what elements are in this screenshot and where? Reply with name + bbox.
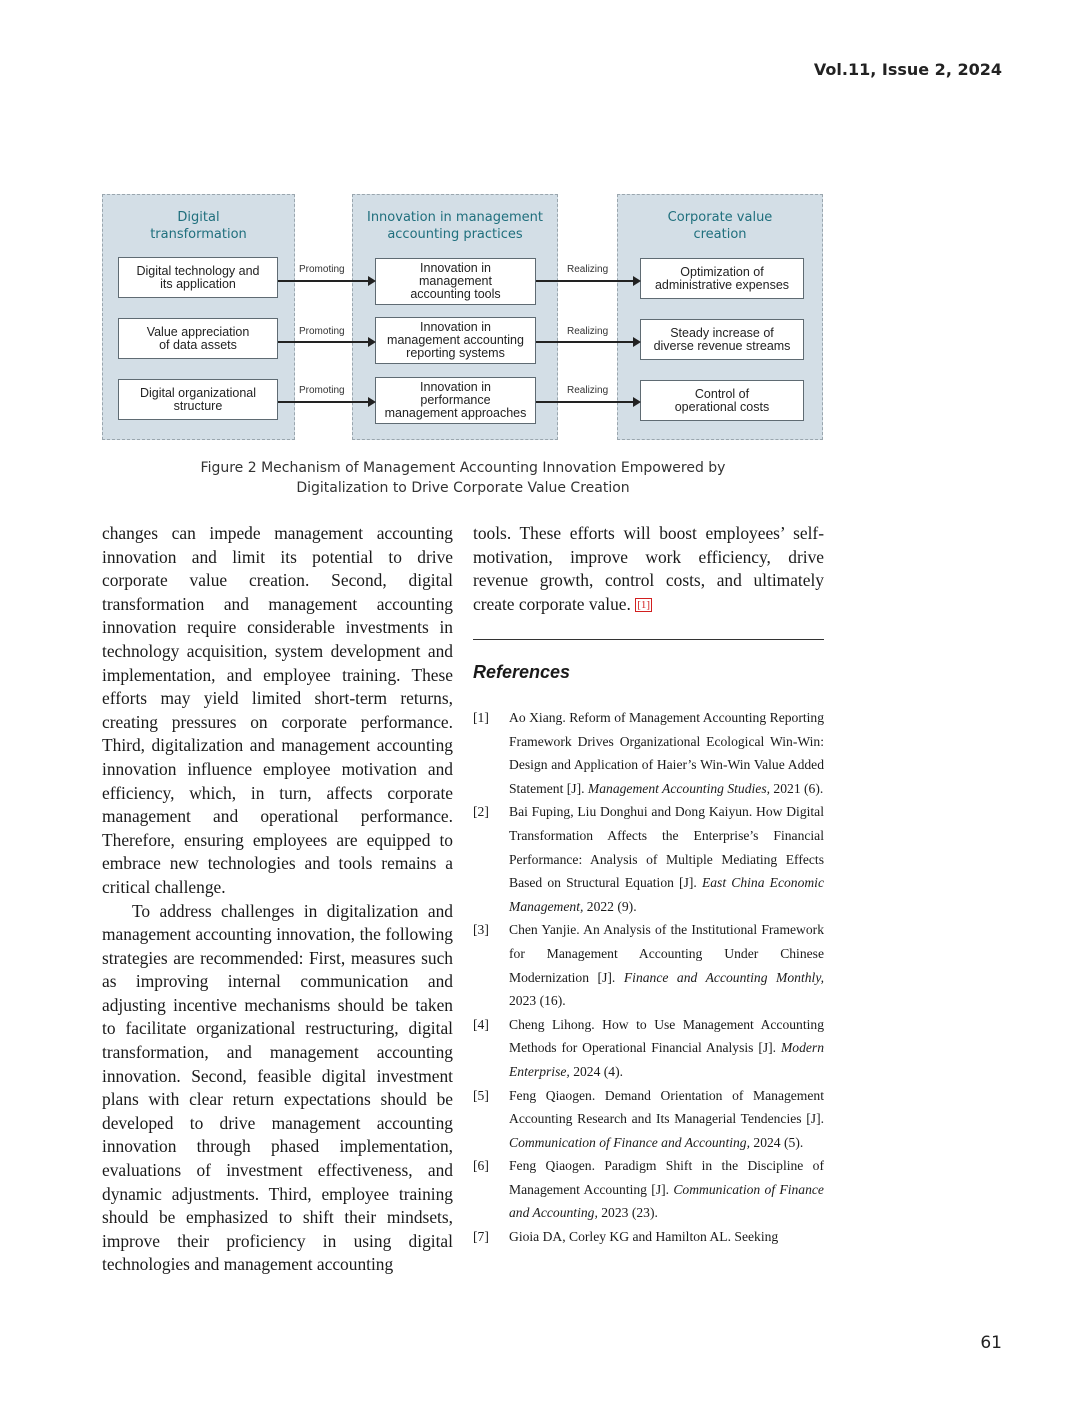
arrow-label-realizing: Realizing bbox=[567, 326, 609, 337]
page-number: 61 bbox=[980, 1333, 1002, 1353]
reference-item bbox=[473, 800, 824, 918]
box-accounting-tools: Innovation in management accounting tools bbox=[375, 258, 536, 305]
reference-text: Feng Qiaogen. Demand Orientation of Management Accounting Research and Its Managerial Tendencies [J]. Communication of Finance and Accounting, 2024 (5). bbox=[509, 1087, 824, 1150]
references-list bbox=[473, 706, 824, 1249]
arrow-realizing bbox=[536, 401, 639, 403]
reference-item bbox=[473, 1154, 824, 1225]
box-digital-technology: Digital technology and its application bbox=[118, 257, 278, 298]
body-paragraph: changes can impede management accounting innovation and limit its potential to drive corporate value creation. Second, digital transformation and management accounting innovation require considerable investments in technology acquisition, system development and implementation, and employee training. These efforts may yield limited short-term returns, creating pressures on corporate performance. Third, digitalization and management accounting innovation influence employee motivation and efficiency, which, in turn, affects corporate management and operational performance. Therefore, ensuring employees are equipped to embrace new technologies and tools remains a critical challenge. bbox=[102, 523, 453, 897]
figure-mechanism-diagram bbox=[102, 194, 824, 440]
reference-source: East China Economic Management, bbox=[509, 875, 824, 914]
journal-issue-header: Vol.11, Issue 2, 2024 bbox=[813, 60, 1002, 79]
body-right-column bbox=[473, 522, 824, 616]
arrow-realizing bbox=[536, 341, 639, 343]
reference-number: [5] bbox=[473, 1087, 489, 1103]
reference-source: Communication of Finance and Accounting, bbox=[509, 1181, 824, 1221]
figure-caption bbox=[102, 458, 824, 498]
arrow-label-promoting: Promoting bbox=[299, 326, 345, 337]
box-operational-costs: Control of operational costs bbox=[640, 380, 804, 421]
reference-item bbox=[473, 1013, 824, 1084]
reference-number: [7] bbox=[473, 1229, 489, 1245]
reference-text: Chen Yanjie. An Analysis of the Institutional Framework for Management Accounting Under Chinese Modernization [J]. Finance and Accounting Monthly, 2023 (16). bbox=[509, 922, 824, 1009]
citation-link[interactable]: [1] bbox=[637, 598, 651, 611]
panel-title: Innovation in management accounting practices bbox=[366, 210, 544, 242]
reference-item bbox=[473, 1225, 824, 1249]
box-revenue-streams: Steady increase of diverse revenue streams bbox=[640, 319, 804, 360]
panel-title: Corporate value creation bbox=[667, 210, 773, 242]
arrow-label-realizing: Realizing bbox=[567, 385, 609, 396]
box-administrative-expenses: Optimization of administrative expenses bbox=[640, 258, 804, 299]
reference-text: Bai Fuping, Liu Donghui and Dong Kaiyun. How Digital Transformation Affects the Enterprise’s Financial Performance: Analysis of Multiple Mediating Effects Based on Structural Equation [J]. East China Economic Management, 2022 (9). bbox=[509, 804, 824, 914]
reference-source: Finance and Accounting Monthly, bbox=[623, 969, 824, 985]
caption-line: Digitalization to Drive Corporate Value Creation bbox=[296, 480, 630, 496]
box-reporting-systems: Innovation in management accounting reporting systems bbox=[375, 317, 536, 364]
arrow-promoting bbox=[278, 280, 374, 282]
reference-text: Cheng Lihong. How to Use Management Accounting Methods for Operational Financial Analysis [J]. Modern Enterprise, 2024 (4). bbox=[509, 1016, 824, 1079]
arrow-label-promoting: Promoting bbox=[299, 385, 345, 396]
reference-source: Modern Enterprise, bbox=[509, 1040, 824, 1079]
arrow-promoting bbox=[278, 401, 374, 403]
reference-number: [4] bbox=[473, 1016, 489, 1032]
reference-item bbox=[473, 1084, 824, 1155]
box-data-assets: Value appreciation of data assets bbox=[118, 318, 278, 359]
body-left-column bbox=[102, 522, 453, 1277]
reference-item bbox=[473, 918, 824, 1012]
reference-number: [1] bbox=[473, 710, 489, 725]
arrow-label-promoting: Promoting bbox=[299, 264, 345, 275]
arrow-label-realizing: Realizing bbox=[567, 264, 609, 275]
arrow-promoting bbox=[278, 341, 374, 343]
section-divider bbox=[473, 639, 824, 640]
reference-text: Gioia DA, Corley KG and Hamilton AL. Seeking bbox=[509, 1229, 779, 1245]
reference-number: [6] bbox=[473, 1158, 489, 1174]
reference-text: Ao Xiang. Reform of Management Accounting Reporting Framework Drives Organizational Ecological Win-Win: Design and Application of Haier’s Win-Win Value Added Statement [J]. Management Accounting Studies, 2021 (6). bbox=[509, 710, 824, 796]
body-paragraph: To address challenges in digitalization and management accounting innovation, the following strategies are recommended: First, measures such as improving internal communication and adjusting incentive mechanisms should be taken to facilitate organizational restructuring, digital transformation, and management accounting innovation. Second, feasible digital investment plans with clear return expectations should be developed to drive management accounting innovation through phased implementation, evaluations of investment effectiveness, and dynamic adjustments. Third, employee training should be emphasized to shift their mindsets, improve their proficiency in using digital technologies and management accounting bbox=[102, 900, 453, 1275]
reference-text: Feng Qiaogen. Paradigm Shift in the Discipline of Management Accounting [J]. Communication of Finance and Accounting, 2023 (23). bbox=[509, 1158, 824, 1221]
box-organizational-structure: Digital organizational structure bbox=[118, 379, 278, 420]
reference-item bbox=[473, 706, 824, 800]
paragraph-text: tools. These efforts will boost employees’ self-motivation, improve work efficiency, drive revenue growth, control costs, and ultimately create corporate value. bbox=[473, 523, 824, 614]
box-performance-management: Innovation in performance management approaches bbox=[375, 377, 536, 424]
reference-source: Communication of Finance and Accounting, bbox=[509, 1134, 751, 1150]
reference-number: [2] bbox=[473, 804, 489, 820]
panel-title: Digital transformation bbox=[150, 210, 247, 242]
reference-number: [3] bbox=[473, 922, 489, 938]
references-heading: References bbox=[473, 662, 571, 682]
body-paragraph bbox=[473, 522, 824, 616]
arrow-realizing bbox=[536, 280, 639, 282]
reference-source: Management Accounting Studies, bbox=[587, 780, 771, 796]
caption-line: Figure 2 Mechanism of Management Accounting Innovation Empowered by bbox=[200, 460, 726, 476]
